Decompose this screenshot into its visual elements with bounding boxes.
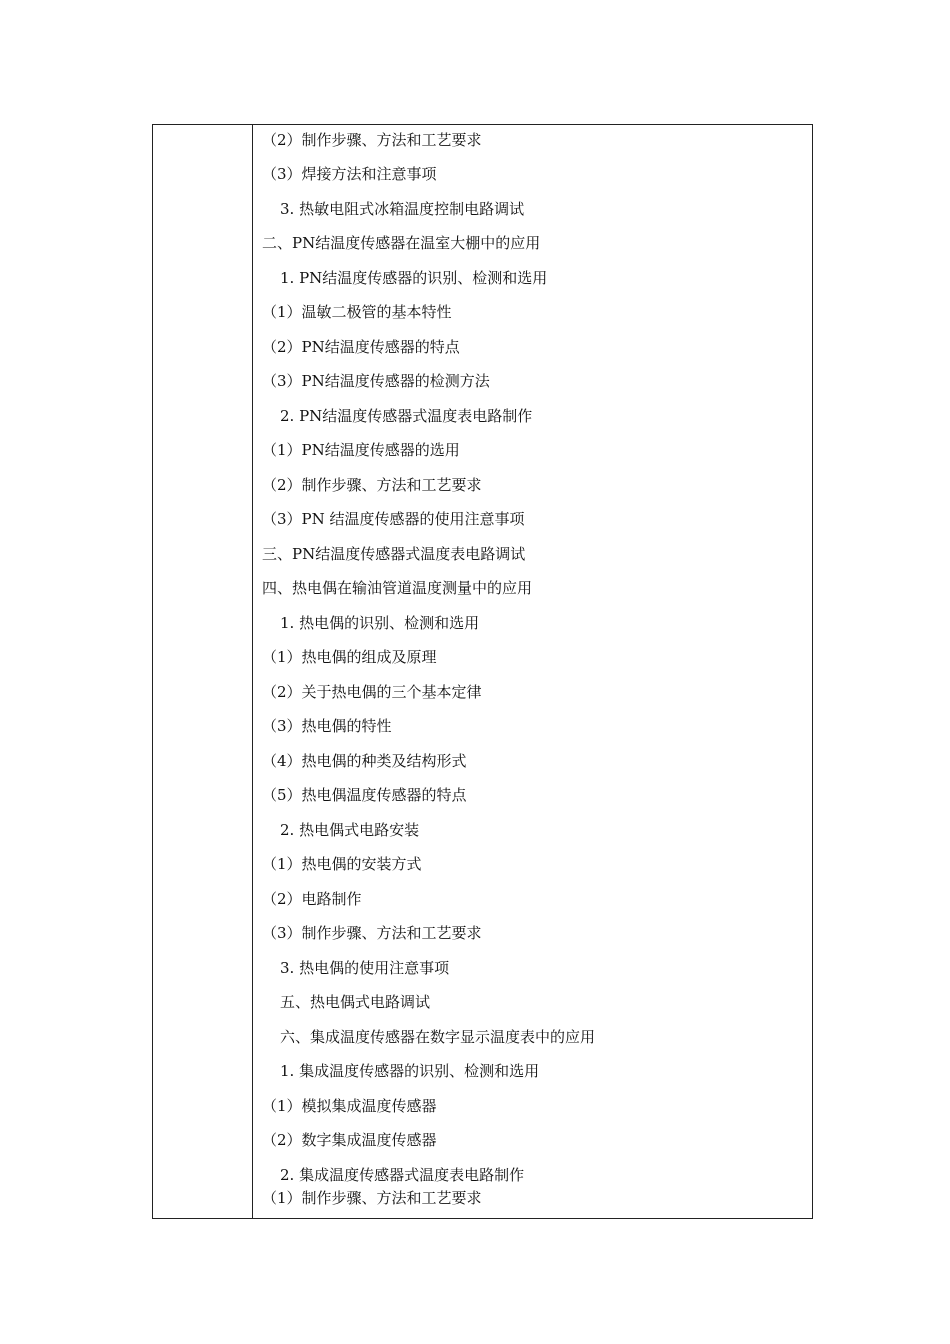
outline-line: 五、热电偶式电路调试: [280, 993, 431, 1011]
outline-line: （3）焊接方法和注意事项: [262, 165, 437, 183]
outline-line: （1）热电偶的组成及原理: [262, 648, 437, 666]
outline-table: [152, 124, 813, 1219]
outline-line: （2）制作步骤、方法和工艺要求: [262, 131, 482, 149]
outline-line: （3）热电偶的特性: [262, 717, 392, 735]
left-column-cell: [153, 125, 253, 1218]
outline-line: 1. 集成温度传感器的识别、检测和选用: [280, 1062, 540, 1080]
outline-line: （2）制作步骤、方法和工艺要求: [262, 476, 482, 494]
outline-line: （2）电路制作: [262, 890, 362, 908]
outline-line: （2）数字集成温度传感器: [262, 1131, 437, 1149]
outline-line: （1）模拟集成温度传感器: [262, 1097, 437, 1115]
outline-line: （5）热电偶温度传感器的特点: [262, 786, 467, 804]
outline-line: 四、热电偶在输油管道温度测量中的应用: [262, 579, 533, 597]
outline-line: 三、PN结温度传感器式温度表电路调试: [262, 545, 526, 563]
outline-line: （1）热电偶的安装方式: [262, 855, 422, 873]
outline-line: （2）关于热电偶的三个基本定律: [262, 683, 482, 701]
outline-line: （2）PN结温度传感器的特点: [262, 338, 460, 356]
outline-line: （4）热电偶的种类及结构形式: [262, 752, 467, 770]
outline-line: （1）PN结温度传感器的选用: [262, 441, 460, 459]
outline-line: 2. 热电偶式电路安装: [280, 821, 420, 839]
outline-line: 3. 热电偶的使用注意事项: [280, 959, 450, 977]
outline-line: 1. 热电偶的识别、检测和选用: [280, 614, 480, 632]
content-cell: [254, 125, 812, 1218]
outline-line: 2. 集成温度传感器式温度表电路制作: [280, 1166, 525, 1184]
outline-line: 六、集成温度传感器在数字显示温度表中的应用: [280, 1028, 596, 1046]
outline-line: 2. PN结温度传感器式温度表电路制作: [280, 407, 533, 425]
outline-line: （3）制作步骤、方法和工艺要求: [262, 924, 482, 942]
outline-line: （3）PN 结温度传感器的使用注意事项: [262, 510, 525, 528]
outline-line: （1）温敏二极管的基本特性: [262, 303, 452, 321]
outline-line: 1. PN结温度传感器的识别、检测和选用: [280, 269, 548, 287]
outline-line: 二、PN结温度传感器在温室大棚中的应用: [262, 234, 541, 252]
outline-line: （1）制作步骤、方法和工艺要求: [262, 1189, 482, 1207]
outline-line: （3）PN结温度传感器的检测方法: [262, 372, 490, 390]
outline-line: 3. 热敏电阻式冰箱温度控制电路调试: [280, 200, 525, 218]
